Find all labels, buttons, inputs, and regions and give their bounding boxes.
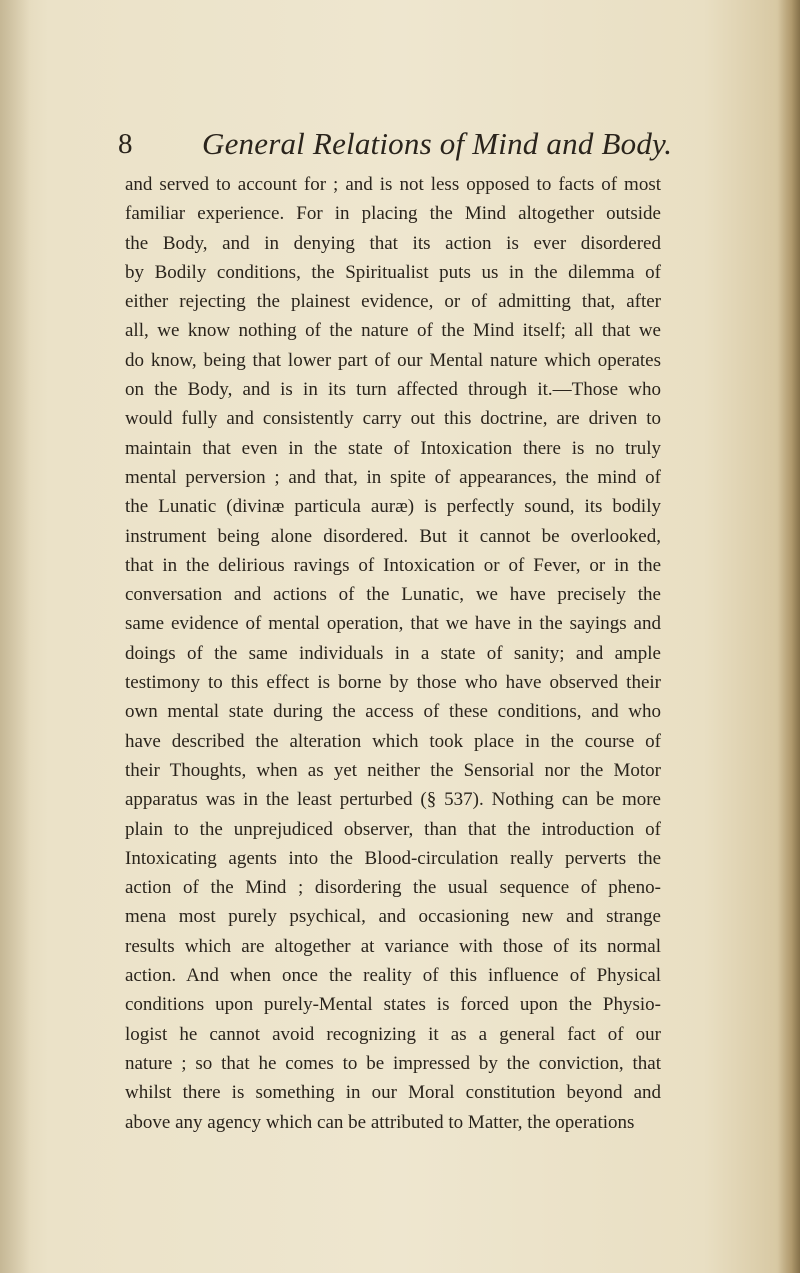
running-head: General Relations of Mind and Body. [202,126,673,161]
text-line: familiar experience. For in placing the Mind altogether outside [125,203,661,225]
text-line: instrument being alone disordered. But it cannot be overlooked, [125,525,661,547]
text-line: by Bodily conditions, the Spiritualist puts us in the dilemma of [125,261,661,283]
page-edge-shadow [778,0,800,1273]
text-line: own mental state during the access of these conditions, and who [125,701,661,723]
text-line: plain to the unprejudiced observer, than that the introduction of [125,818,661,840]
text-line: either rejecting the plainest evidence, or of admitting that, after [125,291,661,313]
page-number: 8 [118,128,133,160]
text-line: have described the alteration which took place in the course of [125,730,661,752]
text-line: all, we know nothing of the nature of the Mind itself; all that we [125,320,661,342]
text-line: conversation and actions of the Lunatic, we have precisely the [125,584,661,606]
text-line: nature ; so that he comes to be impressed by the conviction, that [125,1052,661,1074]
text-line: on the Body, and is in its turn affected through it.—Those who [125,379,661,401]
text-line: logist he cannot avoid recognizing it as a general fact of our [125,1023,661,1045]
text-line: apparatus was in the least perturbed (§ 537). Nothing can be more [125,789,661,811]
text-line: testimony to this effect is borne by those who have observed their [125,672,661,694]
body-text [125,170,661,1137]
text-line: mena most purely psychical, and occasioning new and strange [125,906,661,928]
text-line: same evidence of mental operation, that we have in the sayings and [125,613,661,635]
text-line: do know, being that lower part of our Mental nature which operates [125,349,661,371]
text-line: conditions upon purely-Mental states is forced upon the Physio- [125,994,661,1016]
page-gutter-shade [0,0,30,1273]
text-line: and served to account for ; and is not less opposed to facts of most [125,174,661,195]
text-line: the Lunatic (divinæ particula auræ) is perfectly sound, its bodily [125,496,661,518]
text-line: above any agency which can be attributed to Matter, the operations [125,1111,635,1133]
text-line: that in the delirious ravings of Intoxication or of Fever, or in the [125,554,661,576]
text-line: action. And when once the reality of this influence of Physical [125,965,661,987]
text-line: maintain that even in the state of Intoxication there is no truly [125,437,661,459]
text-line: their Thoughts, when as yet neither the Sensorial nor the Motor [125,759,661,781]
text-line: doings of the same individuals in a state of sanity; and ample [125,642,661,664]
text-line: would fully and consistently carry out this doctrine, are driven to [125,408,661,430]
text-line: results which are altogether at variance with those of its normal [125,935,661,957]
text-line: mental perversion ; and that, in spite of appearances, the mind of [125,466,661,488]
text-line: action of the Mind ; disordering the usual sequence of pheno- [125,877,661,899]
page-header [118,126,678,170]
text-line: Intoxicating agents into the Blood-circulation really perverts the [125,847,661,869]
text-line: whilst there is something in our Moral constitution beyond and [125,1082,661,1104]
text-line: the Body, and in denying that its action is ever disordered [125,232,661,254]
